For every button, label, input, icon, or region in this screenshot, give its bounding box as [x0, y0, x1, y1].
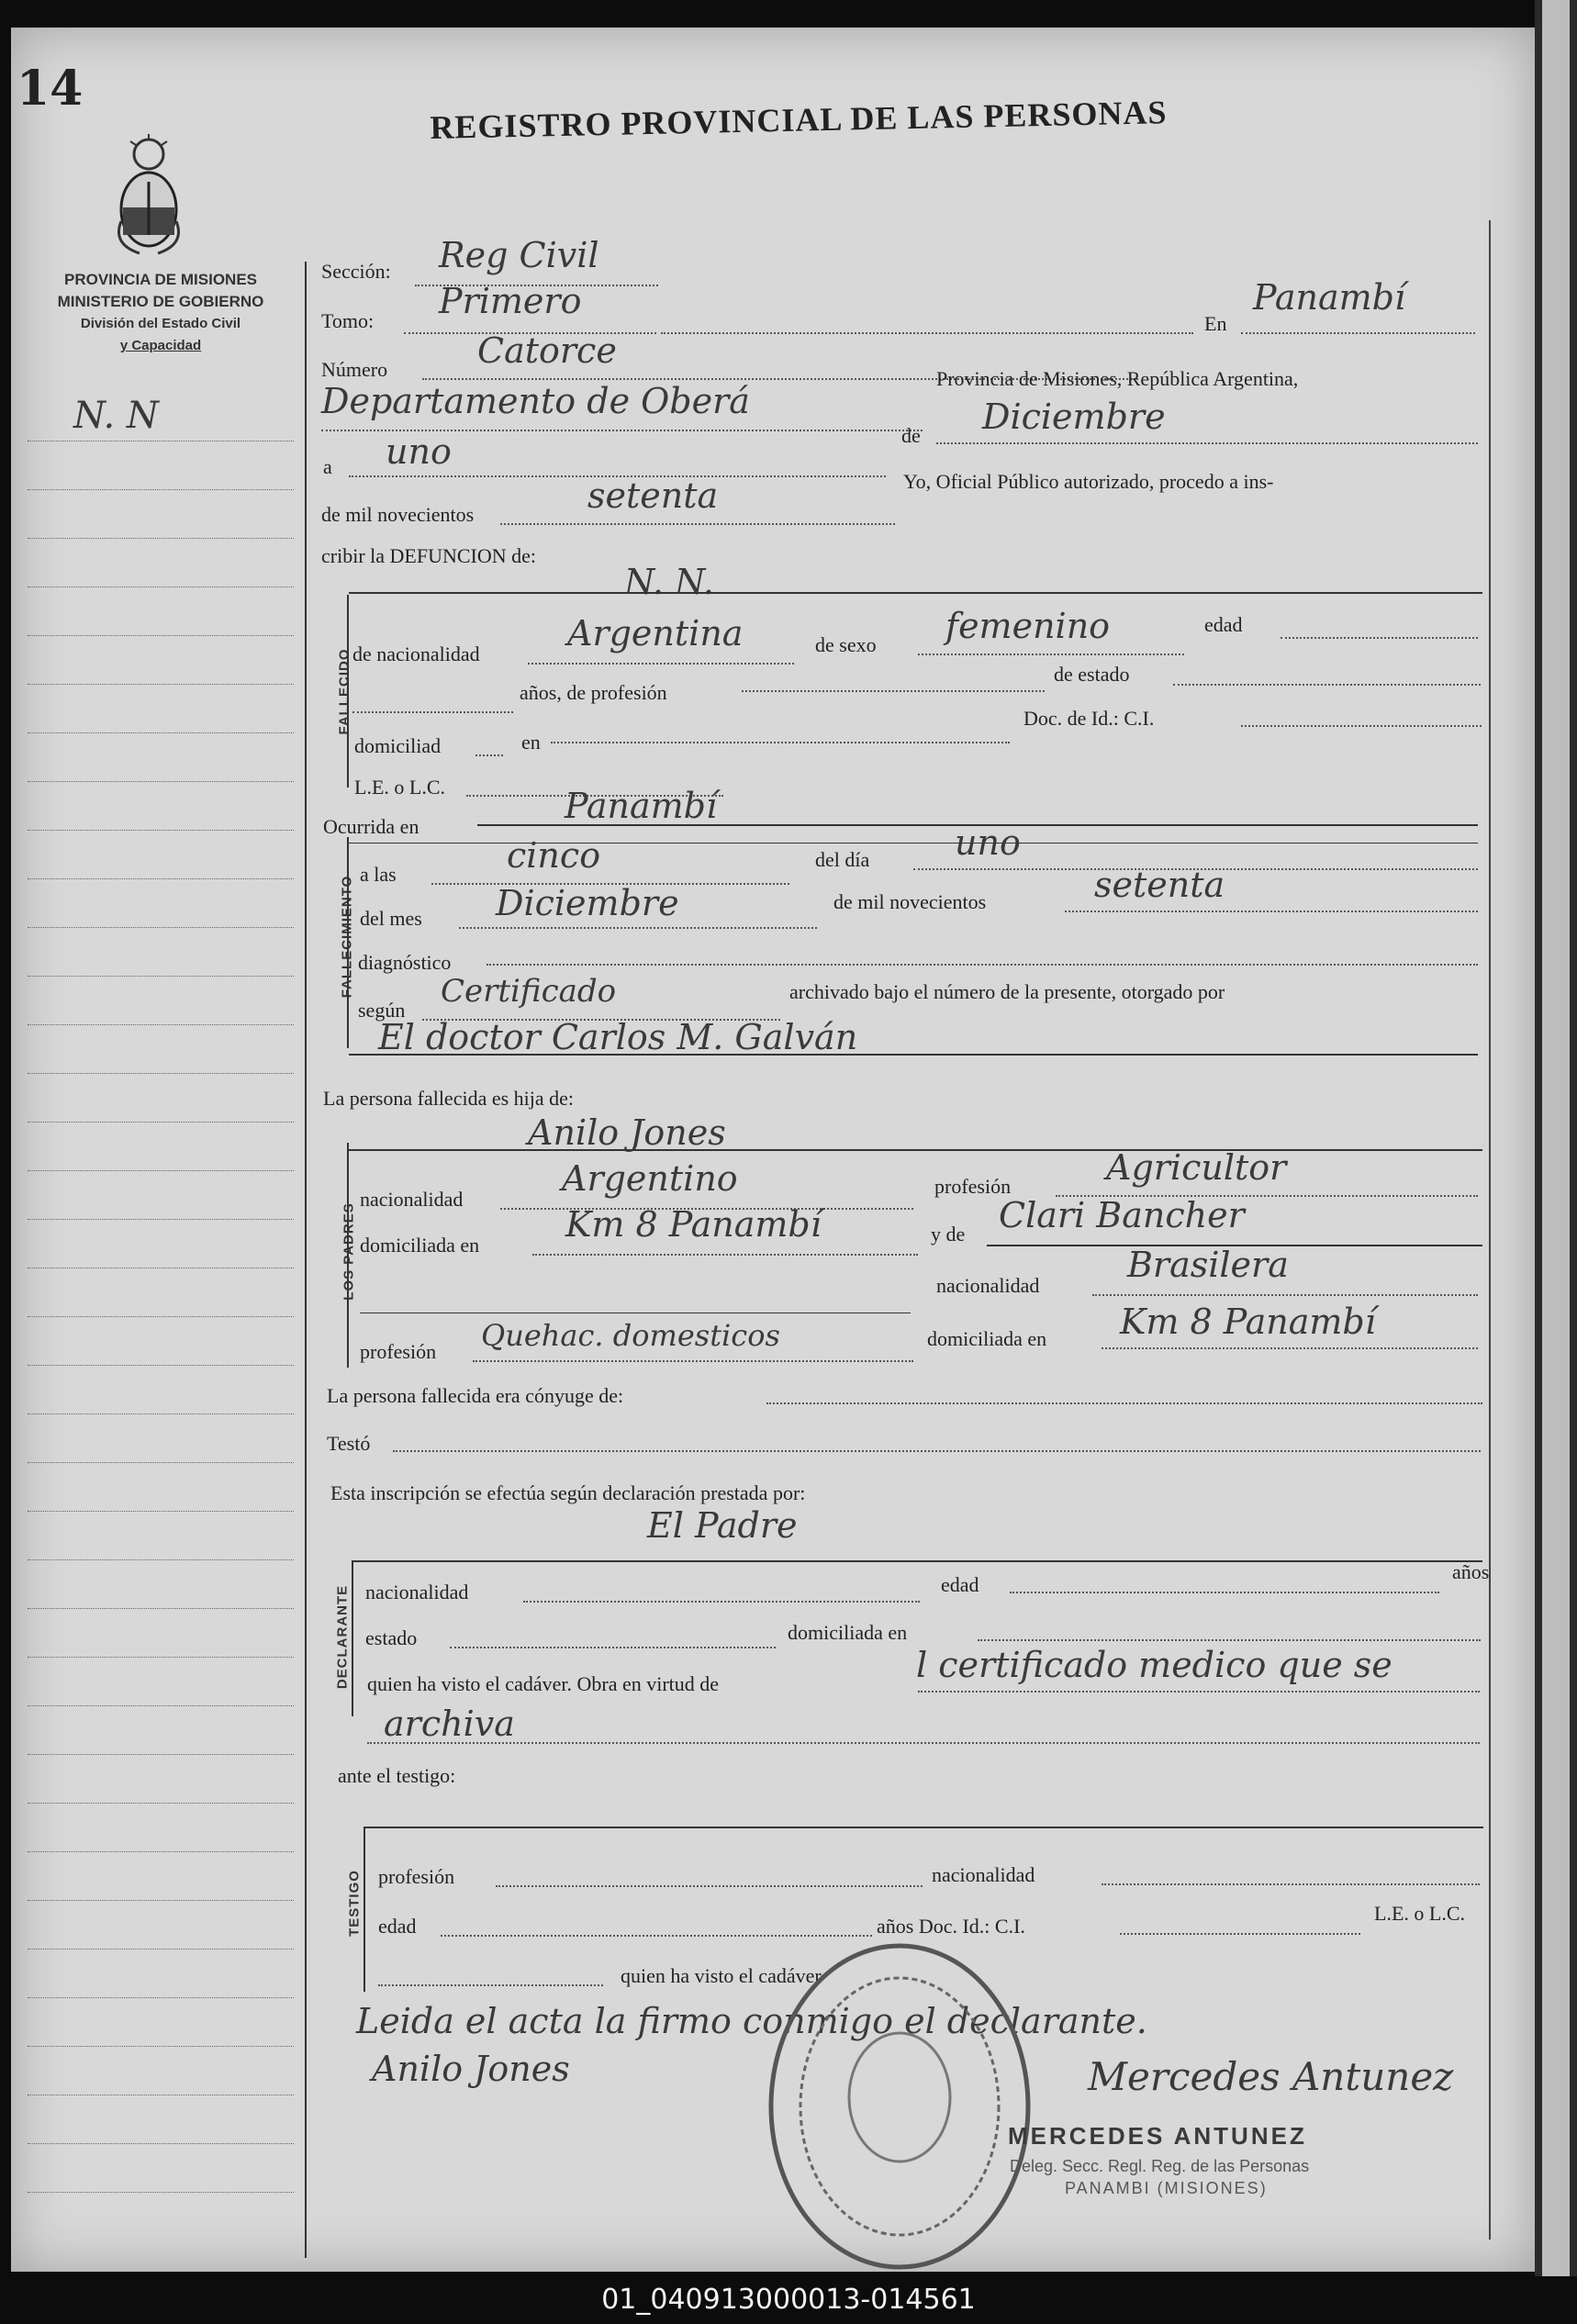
margin-ruled-line: [28, 1657, 294, 1658]
margin-ruled-line: [28, 2046, 294, 2047]
edad-label: edad: [1204, 613, 1243, 636]
margin-ruled-line: [28, 489, 294, 490]
profesion-line: [742, 690, 1045, 692]
declarante-top-line: [353, 1560, 1482, 1562]
testigo-profesion-label: profesión: [378, 1865, 455, 1888]
form-right-border: [1489, 220, 1491, 2240]
nacionalidad-label: de nacionalidad: [352, 642, 480, 665]
nacionalidad-line: [528, 663, 794, 665]
doctor-line: [349, 1054, 1478, 1056]
provincia-text: Provincia de Misiones, República Argentina,: [936, 367, 1299, 390]
certificado-value: l certificado medico que se: [916, 1645, 1392, 1685]
agency-block: [18, 269, 303, 357]
official-stamp-role: Deleg. Secc. Regl. Reg. de las Personas: [1010, 2157, 1310, 2175]
margin-divider: [305, 262, 307, 2258]
declarante-anios-label: años: [1452, 1560, 1490, 1583]
closing-handwritten: Leida el acta la firmo conmigo el declarante.: [356, 2001, 1147, 2041]
padre-nacionalidad-value: Argentino: [562, 1158, 738, 1199]
madre-profesion-value: Quehac. domesticos: [481, 1318, 780, 1353]
declarante-bracket: [352, 1560, 353, 1716]
mes-value: Diciembre: [982, 397, 1166, 437]
padre-domicilio-value: Km 8 Panambí: [565, 1204, 822, 1245]
madre-nacionalidad-line: [1092, 1294, 1478, 1296]
fallecimiento-section-label: FALLECIMIENTO: [339, 875, 355, 999]
a-las-value: cinco: [507, 835, 601, 876]
domicilio-line: [551, 742, 1010, 743]
domiciliad-label: domiciliad: [354, 734, 442, 757]
madre-profesion-line: [473, 1360, 913, 1362]
del-dia-value: uno: [955, 822, 1021, 863]
diagnostico-line: [487, 964, 1478, 966]
inscribir-text: cribir la DEFUNCION de:: [321, 544, 537, 567]
padres-top-line: [349, 1149, 1482, 1151]
domiciliad-suffix-line: [475, 754, 503, 756]
ocurrida-label: Ocurrida en: [323, 815, 419, 838]
testigo-profesion-line: [496, 1885, 923, 1887]
fallecido-section-label: FALLECIDO: [336, 648, 352, 735]
le-lc-label: L.E. o L.C.: [354, 776, 445, 799]
agency-line-3: División del Estado Civil: [80, 316, 241, 331]
sexo-line: [918, 654, 1184, 655]
departamento-value: Departamento de Oberá: [321, 381, 750, 421]
margin-ruled-line: [28, 684, 294, 685]
margin-ruled-line: [28, 1413, 294, 1414]
archiva-line: [367, 1742, 1480, 1744]
padre-profesion-label: profesión: [934, 1175, 1012, 1198]
margin-ruled-line: [28, 1073, 294, 1074]
del-mes-line: [459, 927, 817, 929]
testigo-nacionalidad-line: [1102, 1883, 1480, 1885]
margin-ruled-line: [28, 781, 294, 782]
diagnostico-label: diagnóstico: [358, 951, 452, 974]
margin-ruled-line: [28, 927, 294, 928]
madre-nacionalidad-value: Brasilera: [1127, 1245, 1289, 1285]
margin-ruled-line: [28, 1462, 294, 1463]
margin-ruled-line: [28, 1900, 294, 1901]
nacionalidad-value: Argentina: [567, 613, 744, 654]
seccion-label: Sección:: [321, 260, 391, 283]
page-title: REGISTRO PROVINCIAL DE LAS PERSONAS: [430, 94, 1168, 146]
margin-ruled-line: [28, 538, 294, 539]
official-signature: Mercedes Antunez: [1088, 2054, 1454, 2099]
margin-ruled-line: [28, 1754, 294, 1755]
margin-ruled-line: [28, 1219, 294, 1220]
edad-line: [1281, 637, 1478, 639]
declarante-estado-label: estado: [365, 1626, 418, 1649]
binding-edge: [1535, 0, 1577, 2276]
padre-nombre: Anilo Jones: [528, 1112, 726, 1153]
oficial-text: Yo, Oficial Público autorizado, procedo a ins-: [903, 470, 1274, 493]
testo-label: Testó: [327, 1432, 371, 1455]
declarante-nombre: El Padre: [647, 1505, 798, 1546]
margin-ruled-line: [28, 976, 294, 977]
difunto-line: [349, 592, 1482, 594]
testigo-anios-doc-label: años Doc. Id.: C.I.: [877, 1915, 1025, 1938]
margin-ruled-line: [28, 1122, 294, 1123]
mil-label: de mil novecientos: [321, 503, 475, 526]
margin-ruled-line: [28, 1803, 294, 1804]
numero-value: Catorce: [477, 330, 617, 371]
declaracion-label: Esta inscripción se efectúa según declaración prestada por:: [330, 1481, 806, 1504]
padre-domicilio-line: [532, 1254, 918, 1256]
declarante-edad-label: edad: [941, 1573, 979, 1596]
numero-label: Número: [321, 358, 388, 381]
del-mes-value: Diciembre: [496, 883, 679, 923]
conyuge-line: [766, 1402, 1482, 1404]
doc-label: Doc. de Id.: C.I.: [1023, 707, 1155, 730]
margin-ruled-line: [28, 1705, 294, 1706]
margin-ruled-line: [28, 1851, 294, 1852]
anios-profesion-label: años, de profesión: [520, 681, 667, 704]
de-label: de: [901, 424, 921, 447]
fallecimiento-anio-line: [1065, 911, 1478, 912]
sexo-label: de sexo: [815, 633, 877, 656]
agency-line-4: y Capacidad: [119, 338, 202, 353]
agency-line-2: MINISTERIO DE GOBIERNO: [57, 293, 264, 310]
padre-domiciliada-label: domiciliada en: [360, 1234, 480, 1257]
tomo-line-2: [661, 332, 1193, 334]
margin-ruled-line: [28, 635, 294, 636]
declarante-edad-line: [1010, 1592, 1439, 1593]
fallecido-en-label: en: [521, 731, 541, 754]
declarante-domiciliada-label: domiciliada en: [788, 1621, 908, 1644]
margin-ruled-line: [28, 1024, 294, 1025]
mes-line: [936, 442, 1478, 444]
tomo-value: Primero: [439, 281, 582, 321]
a-las-label: a las: [360, 863, 397, 886]
margin-ruled-line: [28, 1949, 294, 1950]
margin-ruled-line: [28, 732, 294, 733]
margin-ruled-line: [28, 1511, 294, 1512]
margin-ruled-line: [28, 1365, 294, 1366]
estado-label: de estado: [1054, 663, 1130, 686]
anio-value: setenta: [587, 475, 719, 516]
madre-profesion-label: profesión: [360, 1340, 437, 1363]
madre-domicilio-line: [1102, 1347, 1478, 1349]
anios-line: [352, 711, 513, 713]
official-stamp-name: MERCEDES ANTUNEZ: [1008, 2122, 1307, 2150]
conyuge-label: La persona fallecida era cónyuge de:: [327, 1384, 624, 1407]
fallecimiento-anio-value: setenta: [1094, 865, 1225, 905]
declarante-section-label: DECLARANTE: [334, 1584, 351, 1690]
testigo-top-line: [365, 1827, 1483, 1828]
testigo-cadaver-label: quien ha visto el cadáver: [621, 1964, 822, 1987]
archiva-value: archiva: [384, 1704, 515, 1744]
seal-stamp-icon: [762, 1937, 1037, 2276]
declarante-nacionalidad-label: nacionalidad: [365, 1581, 469, 1603]
padre-nacionalidad-label: nacionalidad: [360, 1188, 464, 1211]
sexo-value: femenino: [945, 606, 1111, 646]
segun-label: según: [358, 999, 406, 1022]
testigo-section-label: TESTIGO: [346, 1870, 363, 1937]
padre-profesion-value: Agricultor: [1106, 1147, 1287, 1188]
padres-section-label: LOS PADRES: [341, 1202, 357, 1301]
segun-value: Certificado: [441, 973, 617, 1010]
testigo-le-lc-label: L.E. o L.C.: [1374, 1902, 1465, 1925]
image-caption: 01_040913000013-014561: [601, 2284, 976, 2316]
margin-note: N. N: [73, 395, 159, 437]
margin-ruled-line: [28, 1316, 294, 1317]
seccion-value: Reg Civil: [439, 235, 599, 275]
del-dia-label: del día: [815, 848, 870, 871]
testigo-doc-line: [1120, 1933, 1360, 1935]
y-de-label: y de: [931, 1223, 966, 1246]
a-label: a: [323, 455, 332, 478]
cadaver-text: quien ha visto el cadáver. Obra en virtud de: [367, 1672, 720, 1695]
official-stamp-place: PANAMBI (MISIONES): [1065, 2179, 1268, 2197]
agency-line-1: PROVINCIA DE MISIONES: [63, 271, 257, 288]
madre-nombre: Clari Bancher: [999, 1195, 1245, 1235]
doc-line: [1241, 725, 1482, 727]
page-number: 14: [17, 61, 84, 117]
testigo-nacionalidad-label: nacionalidad: [932, 1863, 1035, 1886]
margin-ruled-line: [28, 1608, 294, 1609]
ocurrida-value: Panambí: [565, 786, 718, 826]
certificado-line: [918, 1691, 1480, 1693]
declarante-signature: Anilo Jones: [372, 2049, 570, 2089]
madre-domiciliada-label: domiciliada en: [927, 1327, 1047, 1350]
difunto-value: N. N.: [624, 562, 714, 602]
hija-label: La persona fallecida es hija de:: [323, 1087, 575, 1110]
ante-testigo-label: ante el testigo:: [338, 1764, 456, 1787]
margin-ruled-line: [28, 1559, 294, 1560]
margin-ruled-line: [28, 1997, 294, 1998]
fallecimiento-mil-label: de mil novecientos: [833, 890, 987, 913]
declarante-domicilio-line: [978, 1639, 1481, 1641]
estado-line: [1173, 684, 1481, 686]
declarante-estado-line: [450, 1647, 776, 1648]
margin-ruled-line: [28, 2192, 294, 2193]
del-mes-label: del mes: [360, 907, 422, 930]
margin-ruled-line: [28, 878, 294, 879]
en-value: Panambí: [1253, 277, 1406, 318]
en-line: [1241, 332, 1475, 334]
margin-ruled-line: [28, 830, 294, 831]
madre-domicilio-value: Km 8 Panambí: [1120, 1302, 1376, 1342]
margin-ruled-line: [28, 2143, 294, 2144]
coat-of-arms-icon: [112, 134, 185, 263]
doctor-value: El doctor Carlos M. Galván: [378, 1017, 858, 1057]
margin-ruled-line: [28, 1170, 294, 1171]
tomo-label: Tomo:: [321, 309, 375, 332]
en-label: En: [1204, 312, 1227, 335]
archivado-text: archivado bajo el número de la presente, otorgado por: [789, 980, 1225, 1003]
madre-nacionalidad-label: nacionalidad: [936, 1274, 1040, 1297]
a-value: uno: [386, 431, 452, 472]
testigo-bracket: [363, 1827, 365, 1992]
testo-line: [393, 1450, 1481, 1452]
anio-line: [500, 523, 895, 525]
declarante-nacionalidad-line: [523, 1601, 920, 1603]
testigo-edad-label: edad: [378, 1915, 417, 1938]
testigo-cadaver-line: [378, 1984, 603, 1986]
